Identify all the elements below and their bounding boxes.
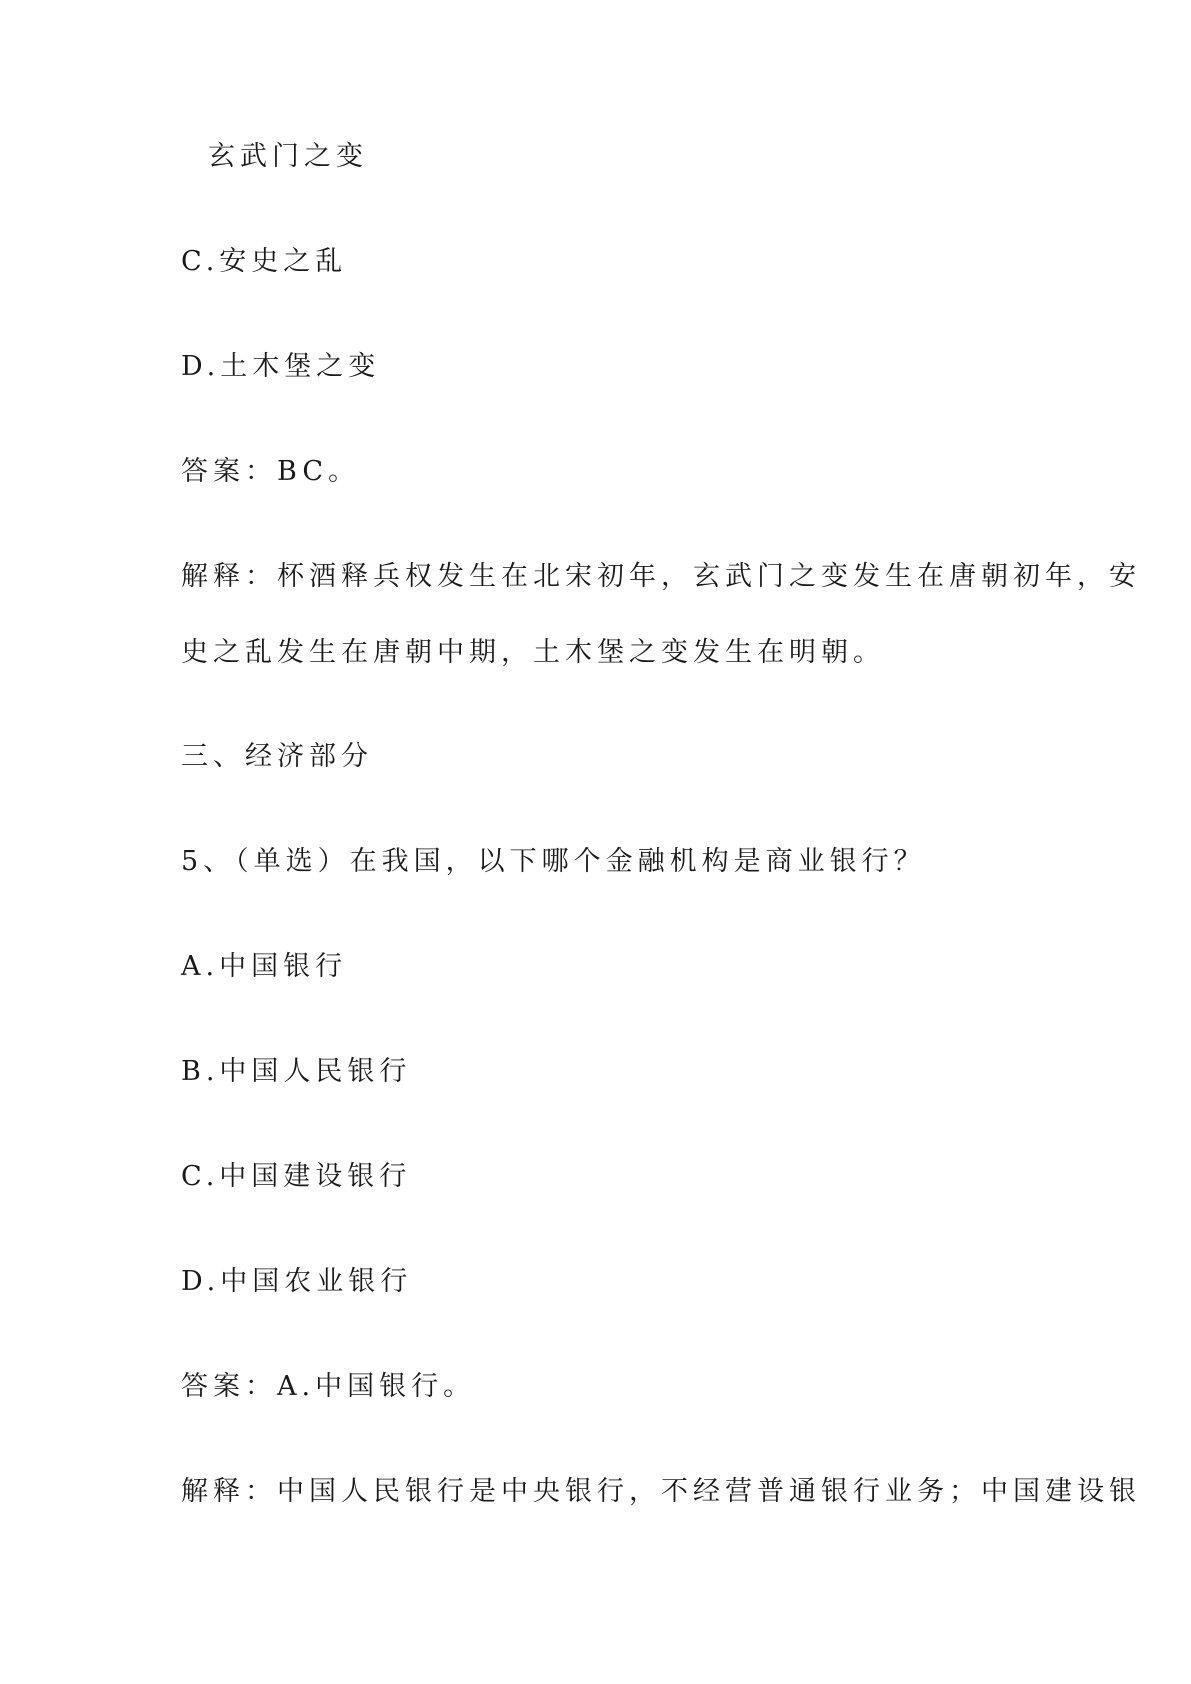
option-d-text: D.土木堡之变 <box>181 351 381 382</box>
explanation-line-1: 解释：中国人民银行是中央银行，不经营普通银行业务；中国建设银 <box>181 1476 1141 1507</box>
question-text: 5、（单选）在我国，以下哪个金融机构是商业银行？ <box>181 846 926 877</box>
explanation-line-2: 史之乱发生在唐朝中期，土木堡之变发生在明朝。 <box>181 637 885 668</box>
option-c-text: C.安史之乱 <box>181 246 348 277</box>
explanation-line-1: 解释：杯酒释兵权发生在北宋初年，玄武门之变发生在唐朝初年，安 <box>181 561 1141 592</box>
option-c-text: C.中国建设银行 <box>181 1161 412 1192</box>
answer-text: 答案：A.中国银行。 <box>181 1371 476 1402</box>
option-a-text: A.中国银行 <box>181 951 348 982</box>
answer-text: 答案：BC。 <box>181 456 361 487</box>
option-d-text: D.中国农业银行 <box>181 1266 413 1297</box>
option-b-text: B.中国人民银行 <box>181 1056 412 1087</box>
section-heading: 三、经济部分 <box>181 741 373 772</box>
option-b-text: 玄武门之变 <box>208 141 368 172</box>
